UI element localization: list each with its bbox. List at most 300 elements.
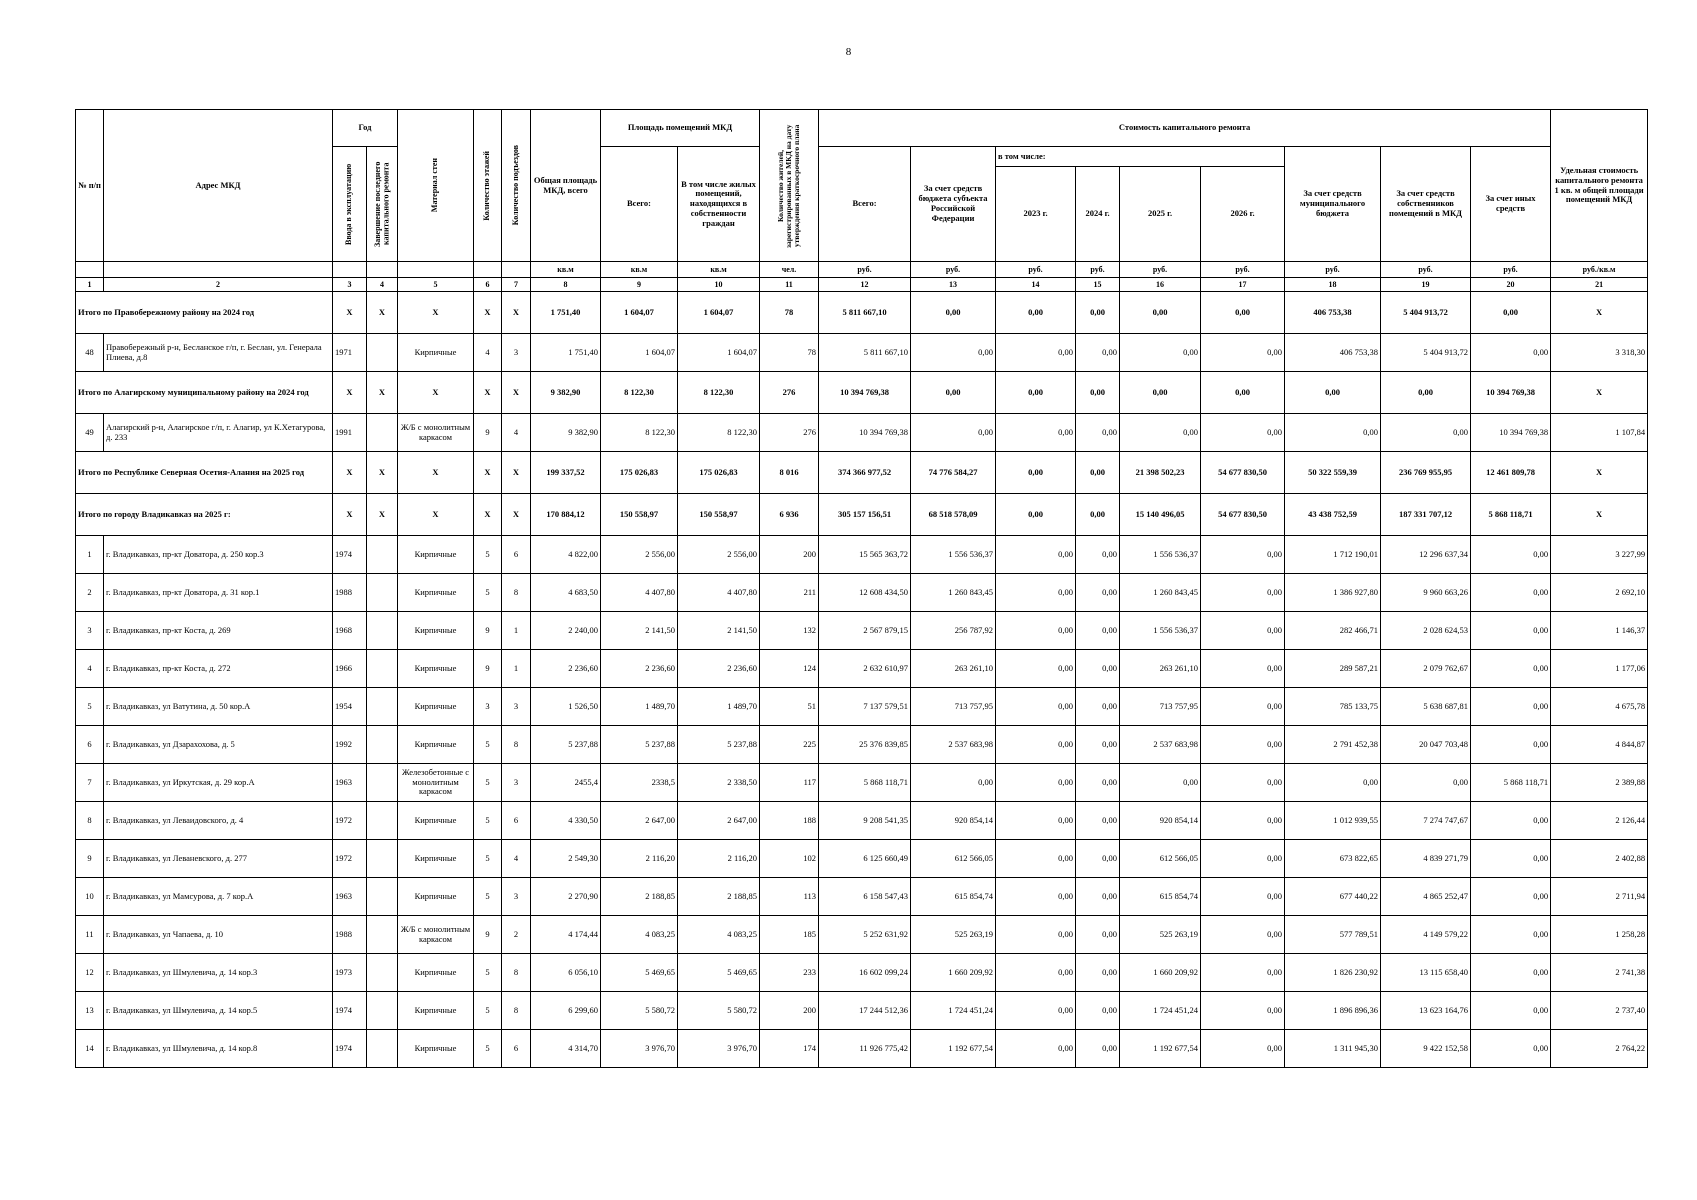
col-index: 1	[76, 278, 104, 292]
cell-c8: 2 549,30	[531, 840, 601, 878]
cell-c4	[367, 574, 398, 612]
cell-c10: 5 237,88	[678, 726, 760, 764]
cell-c1: 10	[76, 878, 104, 916]
table-row	[76, 574, 1648, 612]
cell-c11: 276	[760, 372, 819, 414]
cell-c13: 713 757,95	[911, 688, 996, 726]
cell-c1: 8	[76, 802, 104, 840]
cell-c8: 4 174,44	[531, 916, 601, 954]
cell-c15: 0,00	[1076, 414, 1120, 452]
cell-c11: 117	[760, 764, 819, 802]
cell-c10: 2 188,85	[678, 878, 760, 916]
header-wall-material: Материал стен	[398, 110, 474, 262]
cell-c8: 199 337,52	[531, 452, 601, 494]
header-entrances: Количество подъездов	[502, 110, 531, 262]
cell-c8: 9 382,90	[531, 372, 601, 414]
cell-c14: 0,00	[996, 334, 1076, 372]
cell-c10: 2 116,20	[678, 840, 760, 878]
cell-c5: Кирпичные	[398, 688, 474, 726]
header-total-area: Общая площадь МКД, всего	[531, 110, 601, 262]
unit-17: руб.	[1201, 262, 1285, 278]
cell-c12: 2 632 610,97	[819, 650, 911, 688]
cell-c9: 2 116,20	[601, 840, 678, 878]
cell-c16: 0,00	[1120, 372, 1201, 414]
cell-c5: Ж/Б с монолитным каркасом	[398, 414, 474, 452]
cell-c18: 0,00	[1285, 372, 1381, 414]
cell-c9: 2 647,00	[601, 802, 678, 840]
cell-c5: Х	[398, 292, 474, 334]
cell-c20: 0,00	[1471, 334, 1551, 372]
cell-c17: 0,00	[1201, 414, 1285, 452]
cell-c16: 0,00	[1120, 292, 1201, 334]
cell-c5: Х	[398, 494, 474, 536]
cell-c3: 1968	[333, 612, 367, 650]
cell-c15: 0,00	[1076, 878, 1120, 916]
cell-c13: 0,00	[911, 764, 996, 802]
cell-c4	[367, 916, 398, 954]
cell-c12: 15 565 363,72	[819, 536, 911, 574]
cell-c21: 3 227,99	[1551, 536, 1648, 574]
cell-c5: Кирпичные	[398, 878, 474, 916]
col-index: 13	[911, 278, 996, 292]
cell-c12: 9 208 541,35	[819, 802, 911, 840]
col-index: 14	[996, 278, 1076, 292]
header-cost-municipal: За счет средств муниципального бюджета	[1285, 147, 1381, 262]
cell-c17: 0,00	[1201, 372, 1285, 414]
cell-c8: 1 751,40	[531, 334, 601, 372]
cell-c14: 0,00	[996, 878, 1076, 916]
cell-c20: 5 868 118,71	[1471, 764, 1551, 802]
address-cell: г. Владикавказ, ул Леваневского, д. 277	[104, 840, 333, 878]
cell-c13: 263 261,10	[911, 650, 996, 688]
cell-c17: 0,00	[1201, 1030, 1285, 1068]
header-including: в том числе:	[996, 147, 1285, 167]
cell-c21: Х	[1551, 372, 1648, 414]
cell-c21: Х	[1551, 452, 1648, 494]
cell-c15: 0,00	[1076, 688, 1120, 726]
cell-c3: Х	[333, 494, 367, 536]
col-index: 2	[104, 278, 333, 292]
col-index: 17	[1201, 278, 1285, 292]
summary-row	[76, 292, 1648, 334]
cell-c3: 1974	[333, 1030, 367, 1068]
cell-c11: 276	[760, 414, 819, 452]
cell-c3: 1954	[333, 688, 367, 726]
cell-c10: 4 083,25	[678, 916, 760, 954]
cell-c15: 0,00	[1076, 494, 1120, 536]
cell-c11: 233	[760, 954, 819, 992]
table-row	[76, 764, 1648, 802]
cell-c10: 175 026,83	[678, 452, 760, 494]
cell-c20: 10 394 769,38	[1471, 372, 1551, 414]
cell-c5: Ж/Б с монолитным каркасом	[398, 916, 474, 954]
cell-c12: 6 125 660,49	[819, 840, 911, 878]
cell-c12: 16 602 099,24	[819, 954, 911, 992]
cell-c16: 0,00	[1120, 414, 1201, 452]
cell-c10: 3 976,70	[678, 1030, 760, 1068]
cell-c15: 0,00	[1076, 954, 1120, 992]
address-cell: г. Владикавказ, ул Иркутская, д. 29 кор.А	[104, 764, 333, 802]
cell-c16: 21 398 502,23	[1120, 452, 1201, 494]
cell-c7: 3	[502, 334, 531, 372]
cell-c13: 1 192 677,54	[911, 1030, 996, 1068]
cell-c6: 3	[474, 688, 502, 726]
col-index: 4	[367, 278, 398, 292]
cell-c11: 132	[760, 612, 819, 650]
cell-c4	[367, 764, 398, 802]
cell-c11: 124	[760, 650, 819, 688]
cell-c16: 1 556 536,37	[1120, 536, 1201, 574]
cell-c7: 3	[502, 878, 531, 916]
cell-c14: 0,00	[996, 452, 1076, 494]
cell-c3: 1988	[333, 574, 367, 612]
cell-c13: 0,00	[911, 334, 996, 372]
cell-c14: 0,00	[996, 1030, 1076, 1068]
cell-c7: Х	[502, 494, 531, 536]
cell-c13: 615 854,74	[911, 878, 996, 916]
header-residents: Количество жителей, зарегистрированных в МКД на дату утверждения краткосрочного плана	[760, 110, 819, 262]
cell-c4	[367, 992, 398, 1030]
cell-c4: Х	[367, 494, 398, 536]
cell-c10: 150 558,97	[678, 494, 760, 536]
cell-c19: 0,00	[1381, 764, 1471, 802]
cell-c16: 1 724 451,24	[1120, 992, 1201, 1030]
cell-c19: 20 047 703,48	[1381, 726, 1471, 764]
col-index: 6	[474, 278, 502, 292]
cell-c14: 0,00	[996, 802, 1076, 840]
cell-c11: 200	[760, 536, 819, 574]
cell-c17: 0,00	[1201, 764, 1285, 802]
cell-c20: 0,00	[1471, 992, 1551, 1030]
summary-row	[76, 452, 1648, 494]
unit-19: руб.	[1381, 262, 1471, 278]
cell-c20: 10 394 769,38	[1471, 414, 1551, 452]
summary-label: Итого по Республике Северная Осетия-Алания на 2025 год	[76, 452, 333, 494]
cell-c18: 406 753,38	[1285, 334, 1381, 372]
header-num: № п/п	[76, 110, 104, 262]
cell-c14: 0,00	[996, 992, 1076, 1030]
cell-c19: 0,00	[1381, 414, 1471, 452]
cell-c19: 7 274 747,67	[1381, 802, 1471, 840]
cell-c14: 0,00	[996, 536, 1076, 574]
cell-c21: 1 177,06	[1551, 650, 1648, 688]
cell-c13: 2 537 683,98	[911, 726, 996, 764]
cell-c19: 9 422 152,58	[1381, 1030, 1471, 1068]
address-cell: г. Владикавказ, ул Шмулевича, д. 14 кор.8	[104, 1030, 333, 1068]
cell-c6: 5	[474, 954, 502, 992]
cell-c18: 1 896 896,36	[1285, 992, 1381, 1030]
cell-c9: 1 604,07	[601, 292, 678, 334]
cell-c8: 4 314,70	[531, 1030, 601, 1068]
cell-c9: 5 237,88	[601, 726, 678, 764]
cell-c3: Х	[333, 452, 367, 494]
cell-c18: 43 438 752,59	[1285, 494, 1381, 536]
cell-c20: 0,00	[1471, 292, 1551, 334]
cell-c19: 4 149 579,22	[1381, 916, 1471, 954]
address-cell: г. Владикавказ, ул Чапаева, д. 10	[104, 916, 333, 954]
cell-c3: 1992	[333, 726, 367, 764]
table-row	[76, 802, 1648, 840]
address-cell: г. Владикавказ, ул Ватутина, д. 50 кор.А	[104, 688, 333, 726]
cell-c21: Х	[1551, 494, 1648, 536]
cell-c16: 920 854,14	[1120, 802, 1201, 840]
cell-c16: 263 261,10	[1120, 650, 1201, 688]
header-cost-group: Стоимость капитального ремонта	[819, 110, 1551, 147]
cell-c15: 0,00	[1076, 574, 1120, 612]
cell-c5: Кирпичные	[398, 574, 474, 612]
cell-c6: 5	[474, 726, 502, 764]
cell-c20: 12 461 809,78	[1471, 452, 1551, 494]
cell-c17: 0,00	[1201, 536, 1285, 574]
cell-c17: 0,00	[1201, 840, 1285, 878]
cell-c7: Х	[502, 372, 531, 414]
cell-c18: 785 133,75	[1285, 688, 1381, 726]
cell-c7: 6	[502, 1030, 531, 1068]
cell-c13: 68 518 578,09	[911, 494, 996, 536]
cell-c1: 48	[76, 334, 104, 372]
cell-c5: Х	[398, 372, 474, 414]
cell-c12: 12 608 434,50	[819, 574, 911, 612]
cell-c13: 1 724 451,24	[911, 992, 996, 1030]
cell-c15: 0,00	[1076, 452, 1120, 494]
address-cell: г. Владикавказ, пр-кт Доватора, д. 31 кор.1	[104, 574, 333, 612]
cell-c17: 0,00	[1201, 802, 1285, 840]
header-area-total: Всего:	[601, 147, 678, 262]
cell-c14: 0,00	[996, 764, 1076, 802]
cell-c7: 8	[502, 726, 531, 764]
cell-c19: 2 028 624,53	[1381, 612, 1471, 650]
cell-c1: 49	[76, 414, 104, 452]
cell-c14: 0,00	[996, 494, 1076, 536]
cell-c11: 102	[760, 840, 819, 878]
cell-c12: 5 252 631,92	[819, 916, 911, 954]
cell-c5: Кирпичные	[398, 1030, 474, 1068]
cell-c3: Х	[333, 292, 367, 334]
cell-c19: 13 115 658,40	[1381, 954, 1471, 992]
cell-c9: 2 141,50	[601, 612, 678, 650]
cell-c15: 0,00	[1076, 650, 1120, 688]
cell-c3: 1971	[333, 334, 367, 372]
cell-c12: 7 137 579,51	[819, 688, 911, 726]
cell-c10: 2 647,00	[678, 802, 760, 840]
cell-c15: 0,00	[1076, 1030, 1120, 1068]
cell-c19: 9 960 663,26	[1381, 574, 1471, 612]
cell-c8: 5 237,88	[531, 726, 601, 764]
capital-repair-table	[75, 109, 1648, 1068]
table-row	[76, 992, 1648, 1030]
cell-c10: 2 338,50	[678, 764, 760, 802]
cell-c9: 3 976,70	[601, 1030, 678, 1068]
cell-c19: 5 404 913,72	[1381, 292, 1471, 334]
cell-c9: 5 469,65	[601, 954, 678, 992]
cell-c10: 1 489,70	[678, 688, 760, 726]
address-cell: г. Владикавказ, ул Мамсурова, д. 7 кор.А	[104, 878, 333, 916]
cell-c1: 4	[76, 650, 104, 688]
cell-c15: 0,00	[1076, 292, 1120, 334]
cell-c18: 577 789,51	[1285, 916, 1381, 954]
cell-c7: 6	[502, 536, 531, 574]
cell-c1: 3	[76, 612, 104, 650]
cell-c6: 9	[474, 916, 502, 954]
cell-c12: 305 157 156,51	[819, 494, 911, 536]
cell-c21: 2 741,38	[1551, 954, 1648, 992]
cell-c15: 0,00	[1076, 802, 1120, 840]
cell-c21: 2 126,44	[1551, 802, 1648, 840]
unit-20: руб.	[1471, 262, 1551, 278]
cell-c18: 2 791 452,38	[1285, 726, 1381, 764]
cell-c17: 0,00	[1201, 954, 1285, 992]
cell-c19: 5 404 913,72	[1381, 334, 1471, 372]
header-cost-total: Всего:	[819, 147, 911, 262]
cell-c18: 0,00	[1285, 414, 1381, 452]
address-cell: г. Владикавказ, ул Дзарахохова, д. 5	[104, 726, 333, 764]
cell-c17: 0,00	[1201, 574, 1285, 612]
cell-c4	[367, 802, 398, 840]
cell-c10: 8 122,30	[678, 372, 760, 414]
unit-21: руб./кв.м	[1551, 262, 1648, 278]
cell-c5: Кирпичные	[398, 840, 474, 878]
cell-c16: 1 660 209,92	[1120, 954, 1201, 992]
cell-c13: 74 776 584,27	[911, 452, 996, 494]
cell-c9: 2 188,85	[601, 878, 678, 916]
cell-c1: 5	[76, 688, 104, 726]
cell-c19: 5 638 687,81	[1381, 688, 1471, 726]
cell-c8: 4 330,50	[531, 802, 601, 840]
cell-c19: 2 079 762,67	[1381, 650, 1471, 688]
cell-c13: 0,00	[911, 372, 996, 414]
cell-c12: 5 811 667,10	[819, 334, 911, 372]
header-cost-owners: За счет средств собственников помещений в МКД	[1381, 147, 1471, 262]
cell-c18: 289 587,21	[1285, 650, 1381, 688]
cell-c6: 5	[474, 878, 502, 916]
cell-c5: Кирпичные	[398, 536, 474, 574]
cell-c21: 4 844,87	[1551, 726, 1648, 764]
table-row	[76, 650, 1648, 688]
cell-c11: 188	[760, 802, 819, 840]
header-year-commission: Ввода в эксплуатацию	[333, 147, 367, 262]
cell-c7: 8	[502, 954, 531, 992]
header-address: Адрес МКД	[104, 110, 333, 262]
cell-c1: 14	[76, 1030, 104, 1068]
cell-c4	[367, 414, 398, 452]
cell-c14: 0,00	[996, 414, 1076, 452]
cell-c11: 211	[760, 574, 819, 612]
cell-c3: 1974	[333, 992, 367, 1030]
cell-c3: 1963	[333, 764, 367, 802]
cell-c18: 0,00	[1285, 764, 1381, 802]
cell-c14: 0,00	[996, 840, 1076, 878]
cell-c10: 2 141,50	[678, 612, 760, 650]
col-index: 11	[760, 278, 819, 292]
cell-c5: Кирпичные	[398, 650, 474, 688]
cell-c7: 1	[502, 650, 531, 688]
unit-15: руб.	[1076, 262, 1120, 278]
cell-c15: 0,00	[1076, 372, 1120, 414]
cell-c17: 0,00	[1201, 916, 1285, 954]
cell-c4	[367, 688, 398, 726]
cell-c8: 2 270,90	[531, 878, 601, 916]
header-year-last-repair: Завершение последнего капитального ремонта	[367, 147, 398, 262]
cell-c5: Кирпичные	[398, 726, 474, 764]
unit-16: руб.	[1120, 262, 1201, 278]
table-row	[76, 878, 1648, 916]
cell-c16: 0,00	[1120, 764, 1201, 802]
cell-c19: 4 865 252,47	[1381, 878, 1471, 916]
cell-c20: 0,00	[1471, 1030, 1551, 1068]
cell-c17: 0,00	[1201, 726, 1285, 764]
cell-c19: 13 623 164,76	[1381, 992, 1471, 1030]
cell-c13: 0,00	[911, 414, 996, 452]
cell-c6: 5	[474, 1030, 502, 1068]
cell-c11: 174	[760, 1030, 819, 1068]
cell-c18: 677 440,22	[1285, 878, 1381, 916]
cell-c6: 5	[474, 574, 502, 612]
address-cell: г. Владикавказ, ул Шмулевича, д. 14 кор.3	[104, 954, 333, 992]
cell-c9: 8 122,30	[601, 372, 678, 414]
cell-c18: 1 311 945,30	[1285, 1030, 1381, 1068]
cell-c16: 615 854,74	[1120, 878, 1201, 916]
cell-c14: 0,00	[996, 574, 1076, 612]
header-y2025: 2025 г.	[1120, 167, 1201, 262]
summary-row	[76, 372, 1648, 414]
cell-c20: 0,00	[1471, 612, 1551, 650]
cell-c3: 1973	[333, 954, 367, 992]
header-y2024: 2024 г.	[1076, 167, 1120, 262]
cell-c20: 0,00	[1471, 954, 1551, 992]
header-floors: Количество этажей	[474, 110, 502, 262]
cell-c18: 673 822,65	[1285, 840, 1381, 878]
cell-c14: 0,00	[996, 916, 1076, 954]
cell-c11: 225	[760, 726, 819, 764]
cell-c12: 10 394 769,38	[819, 372, 911, 414]
cell-c12: 5 811 667,10	[819, 292, 911, 334]
cell-c8: 6 299,60	[531, 992, 601, 1030]
cell-c7: 8	[502, 992, 531, 1030]
col-index: 7	[502, 278, 531, 292]
cell-c11: 51	[760, 688, 819, 726]
summary-label: Итого по Правобережному району на 2024 год	[76, 292, 333, 334]
unit-13: руб.	[911, 262, 996, 278]
cell-c3: 1972	[333, 840, 367, 878]
cell-c17: 0,00	[1201, 292, 1285, 334]
unit-10: кв.м	[678, 262, 760, 278]
header-cost-subject: За счет средств бюджета субъекта Российской Федерации	[911, 147, 996, 262]
cell-c15: 0,00	[1076, 916, 1120, 954]
cell-c5: Железобетонные с монолитным каркасом	[398, 764, 474, 802]
cell-c12: 374 366 977,52	[819, 452, 911, 494]
cell-c19: 12 296 637,34	[1381, 536, 1471, 574]
col-index: 12	[819, 278, 911, 292]
cell-c9: 150 558,97	[601, 494, 678, 536]
cell-c6: 9	[474, 650, 502, 688]
cell-c1: 9	[76, 840, 104, 878]
col-index: 16	[1120, 278, 1201, 292]
cell-c12: 6 158 547,43	[819, 878, 911, 916]
cell-c10: 2 236,60	[678, 650, 760, 688]
cell-c7: 4	[502, 840, 531, 878]
cell-c14: 0,00	[996, 688, 1076, 726]
cell-c9: 1 604,07	[601, 334, 678, 372]
cell-c21: 4 675,78	[1551, 688, 1648, 726]
cell-c12: 25 376 839,85	[819, 726, 911, 764]
cell-c3: 1963	[333, 878, 367, 916]
cell-c12: 11 926 775,42	[819, 1030, 911, 1068]
cell-c11: 113	[760, 878, 819, 916]
cell-c9: 8 122,30	[601, 414, 678, 452]
cell-c4	[367, 650, 398, 688]
cell-c6: 4	[474, 334, 502, 372]
cell-c3: Х	[333, 372, 367, 414]
